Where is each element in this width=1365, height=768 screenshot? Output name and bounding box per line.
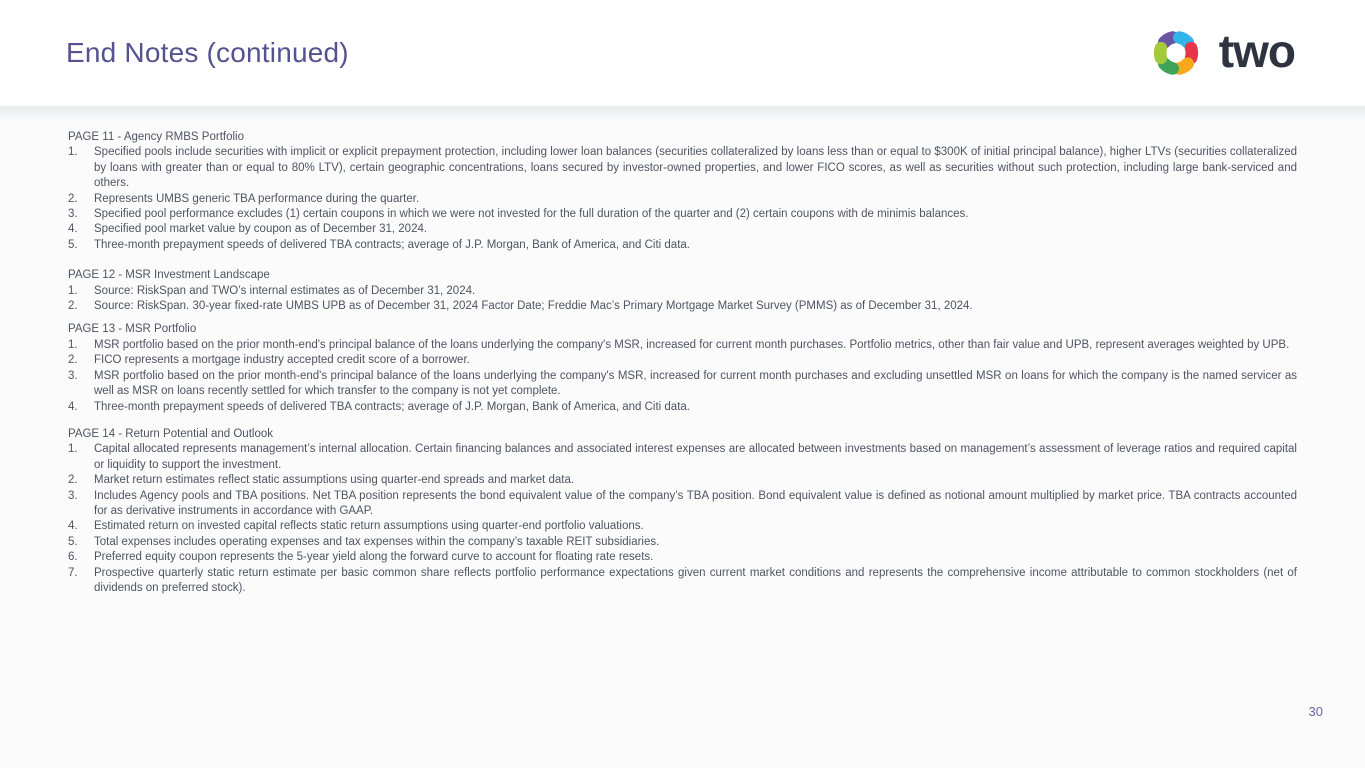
note-number: 4. [68, 400, 78, 413]
note-item [68, 566, 1297, 597]
note-number: 2. [68, 192, 78, 205]
note-text: Prospective quarterly static return estimate per basic common share reflects portfolio performance expectations given current market conditions and represents the comprehensive income attributable to common stockholders (net of dividends on preferred stock). [94, 566, 1297, 594]
logo-segment-purple [1164, 37, 1172, 42]
note-item [68, 535, 1297, 550]
note-text: Source: RiskSpan and TWO’s internal estimates as of December 31, 2024. [94, 284, 476, 297]
note-number: 6. [68, 551, 78, 564]
note-item [68, 238, 1297, 253]
section-header: PAGE 12 - MSR Investment Landscape [68, 269, 270, 282]
note-text: MSR portfolio based on the prior month-end's principal balance of the loans underlying the company's MSR, increased for current month purchases and excluding unsettled MSR on loans for which the company is the named servicer as well as MSR on loans recently settled for which transfer to the company is not yet complete. [94, 369, 1297, 398]
note-item [68, 145, 1297, 191]
note-item [68, 207, 1297, 222]
note-item [68, 442, 1297, 473]
note-item [68, 299, 1297, 314]
note-text: Three-month prepayment speeds of delivered TBA contracts; average of J.P. Morgan, Bank of America, and Citi data. [94, 400, 690, 413]
note-number: 5. [68, 238, 78, 251]
note-number: 4. [68, 520, 78, 533]
page-number: 30 [1308, 704, 1323, 719]
logo-segment-yellow [1179, 64, 1187, 69]
note-number: 2. [68, 474, 78, 487]
note-item [68, 284, 1297, 299]
section-header: PAGE 13 - MSR Portfolio [68, 323, 197, 336]
note-number: 7. [68, 566, 78, 579]
notes-section-page-13 [68, 322, 1297, 414]
note-number: 2. [68, 300, 78, 313]
logo-segment-red [1191, 48, 1192, 58]
note-text: FICO represents a mortgage industry accepted credit score of a borrower. [94, 354, 470, 367]
note-text: Capital allocated represents management’s internal allocation. Certain financing balances and associated interest expenses are allocated between investments based on management’s assessment of leverage ratios and required capital or liquidity to support the investment. [94, 443, 1297, 471]
notes-body [0, 106, 1365, 768]
note-item [68, 353, 1297, 368]
notes-section-page-12 [68, 268, 1297, 314]
note-text: Source: RiskSpan. 30-year fixed-rate UMBS UPB as of December 31, 2024 Factor Date; Freddie Mac’s Primary Mortgage Market Survey (PMMS) as of December 31, 2024. [94, 300, 973, 313]
notes-section-page-11 [68, 130, 1297, 253]
page-title: End Notes (continued) [66, 37, 349, 68]
two-logo-text: two [1218, 25, 1295, 77]
note-number: 1. [68, 443, 78, 456]
company-logo [1143, 20, 1295, 86]
section-header: PAGE 14 - Return Potential and Outlook [68, 427, 273, 440]
note-item [68, 473, 1297, 488]
note-text: Specified pool performance excludes (1) certain coupons in which we were not invested for the full duration of the quarter and (2) certain coupons with de minimis balances. [94, 208, 969, 221]
note-item [68, 222, 1297, 237]
note-item [68, 550, 1297, 565]
section-header: PAGE 11 - Agency RMBS Portfolio [68, 131, 244, 143]
note-number: 3. [68, 208, 78, 221]
note-item [68, 192, 1297, 207]
note-number: 4. [68, 223, 78, 236]
note-number: 1. [68, 284, 78, 297]
logo-segment-cyan [1179, 37, 1187, 42]
note-number: 3. [68, 369, 78, 382]
note-item [68, 400, 1297, 415]
note-item [68, 369, 1297, 400]
note-number: 5. [68, 535, 78, 548]
note-number: 1. [68, 338, 78, 351]
note-text: Specified pools include securities with implicit or explicit prepayment protection, including lower loan balances (securities collateralized by loans less than or equal to $300K of initial principal balance), higher LTVs (securities collateralized by loans with greater than or equal to 80% LTV), certain geographic concentrations, loans secured by investor-owned properties, and lower FICO scores, as well as securities without such protection, including large bank-serviced and others. [94, 146, 1297, 190]
note-item [68, 489, 1297, 520]
note-number: 2. [68, 354, 78, 367]
note-text: Specified pool market value by coupon as of December 31, 2024. [94, 223, 428, 236]
note-text: Total expenses includes operating expenses and tax expenses within the company’s taxable REIT subsidiaries. [94, 535, 660, 548]
note-text: Includes Agency pools and TBA positions. Net TBA position represents the bond equivalent value of the company’s TBA position. Bond equivalent value is defined as notional amount multiplied by market price. TBA contracts accounted for as derivative instruments in accordance with GAAP. [94, 489, 1297, 517]
note-text: MSR portfolio based on the prior month-end's principal balance of the loans underlying the company's MSR, increased for current month purchases. Portfolio metrics, other than fair value and UPB, represent averages weighted by UPB. [94, 338, 1290, 351]
slide-header [0, 0, 1365, 106]
note-text: Estimated return on invested capital reflects static return assumptions using quarter-end portfolio valuations. [94, 520, 644, 533]
note-item [68, 519, 1297, 534]
logo-segment-green [1164, 64, 1172, 69]
two-logo-mark-icon [1143, 20, 1209, 86]
note-item [68, 338, 1297, 353]
note-number: 1. [68, 146, 78, 159]
notes-section-page-14 [68, 427, 1297, 596]
note-number: 3. [68, 489, 78, 502]
note-text: Market return estimates reflect static assumptions using quarter-end spreads and market data. [94, 474, 575, 487]
logo-segment-lime [1160, 48, 1161, 58]
note-text: Represents UMBS generic TBA performance during the quarter. [94, 192, 420, 205]
note-text: Preferred equity coupon represents the 5-year yield along the forward curve to account for floating rate resets. [94, 551, 654, 564]
note-text: Three-month prepayment speeds of delivered TBA contracts; average of J.P. Morgan, Bank of America, and Citi data. [94, 238, 690, 251]
